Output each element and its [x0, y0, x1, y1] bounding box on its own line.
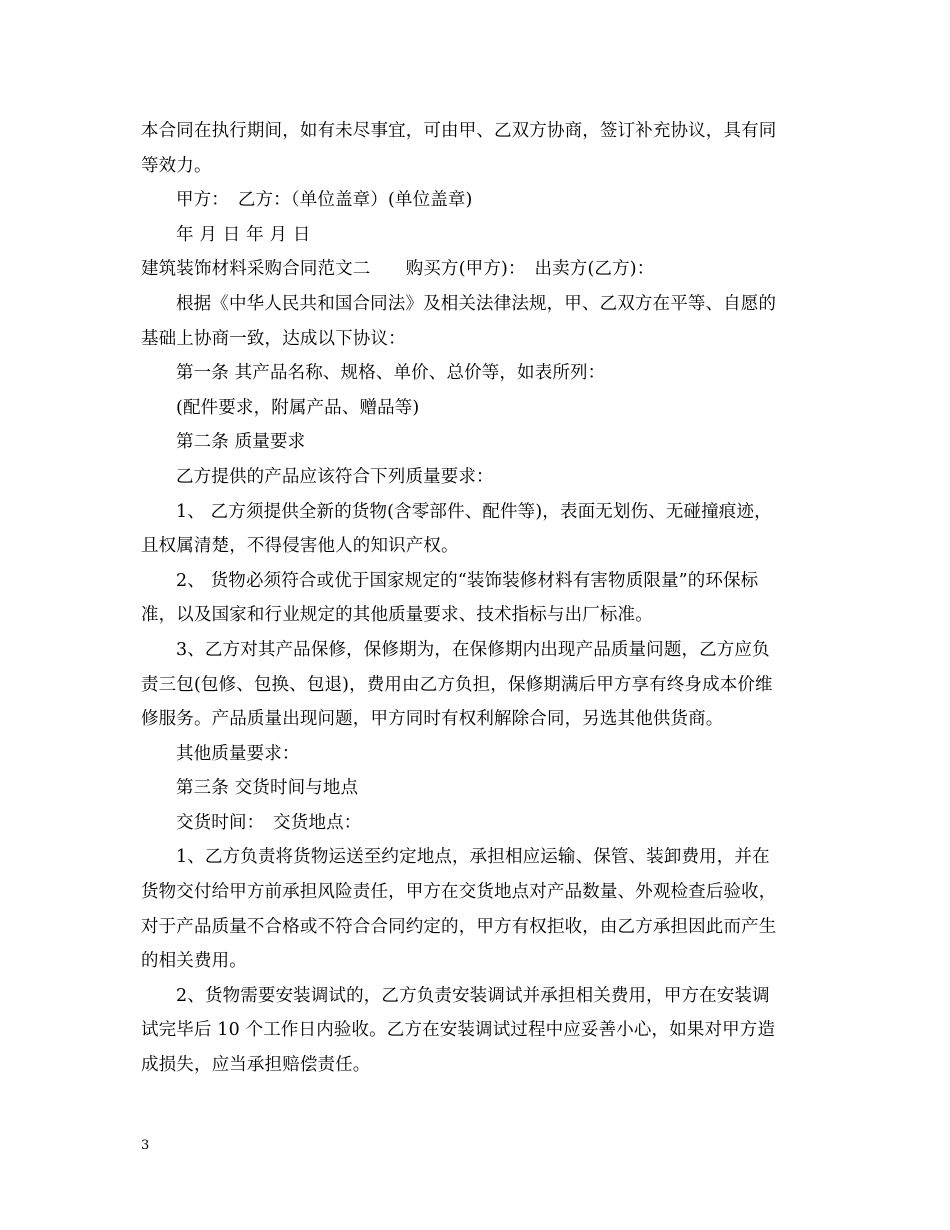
text-line: 试完毕后 10 个工作日内验收。乙方在安装调试过程中应妥善小心，如果对甲方造 [141, 1020, 776, 1041]
text-line: (配件要求，附属产品、赠品等) [176, 397, 420, 418]
text-line: 对于产品质量不合格或不符合合同约定的，甲方有权拒收，由乙方承担因此而产生 [141, 916, 777, 937]
text-line: 年 月 日 年 月 日 [176, 224, 311, 245]
text-line: 建筑装饰材料采购合同范文二 购买方(甲方)： 出卖方(乙方)： [141, 259, 655, 280]
text-line: 第二条 质量要求 [176, 432, 306, 453]
text-line: 其他质量要求： [176, 743, 300, 764]
text-line: 本合同在执行期间，如有未尽事宜，可由甲、乙双方协商，签订补充协议，具有同 [141, 121, 777, 141]
text-line: 第三条 交货时间与地点 [176, 778, 359, 799]
page-number: 3 [141, 1138, 150, 1153]
text-line: 的相关费用。 [141, 951, 247, 972]
text-line: 基础上协商一致，达成以下协议： [141, 328, 406, 349]
text-line: 准，以及国家和行业规定的其他质量要求、技术指标与出厂标准。 [141, 605, 653, 626]
text-line: 1、乙方负责将货物运送至约定地点，承担相应运输、保管、装卸费用，并在 [176, 847, 770, 868]
text-line: 成损失，应当承担赔偿责任。 [141, 1055, 371, 1076]
text-line: 责三包(包修、包换、包退)，费用由乙方负担，保修期满后甲方享有终身成本价维 [141, 674, 773, 695]
text-line: 2、货物需要安装调试的，乙方负责安装调试并承担相关费用，甲方在安装调 [176, 985, 770, 1006]
text-line: 1、 乙方须提供全新的货物(含零部件、配件等)，表面无划伤、无碰撞痕迹， [176, 501, 772, 522]
text-line: 且权属清楚，不得侵害他人的知识产权。 [141, 536, 459, 557]
text-line: 等效力。 [141, 155, 212, 176]
text-line: 甲方： 乙方：（单位盖章）(单位盖章) [176, 190, 473, 211]
text-line: 修服务。产品质量出现问题，甲方同时有权利解除合同，另选其他供货商。 [141, 709, 724, 730]
text-line: 根据《中华人民共和国合同法》及相关法律法规，甲、乙双方在平等、自愿的 [176, 293, 777, 314]
text-line: 交货时间： 交货地点： [176, 812, 362, 833]
text-line: 第一条 其产品名称、规格、单价、总价等，如表所列： [176, 363, 606, 384]
text-line: 2、 货物必须符合或优于国家规定的“装饰装修材料有害物质限量”的环保标 [176, 570, 759, 591]
document-body [141, 114, 813, 1083]
text-line: 乙方提供的产品应该符合下列质量要求： [176, 466, 494, 487]
text-line: 货物交付给甲方前承担风险责任，甲方在交货地点对产品数量、外观检查后验收， [141, 882, 777, 903]
text-line: 3、乙方对其产品保修，保修期为，在保修期内出现产品质量问题，乙方应负 [176, 639, 770, 660]
